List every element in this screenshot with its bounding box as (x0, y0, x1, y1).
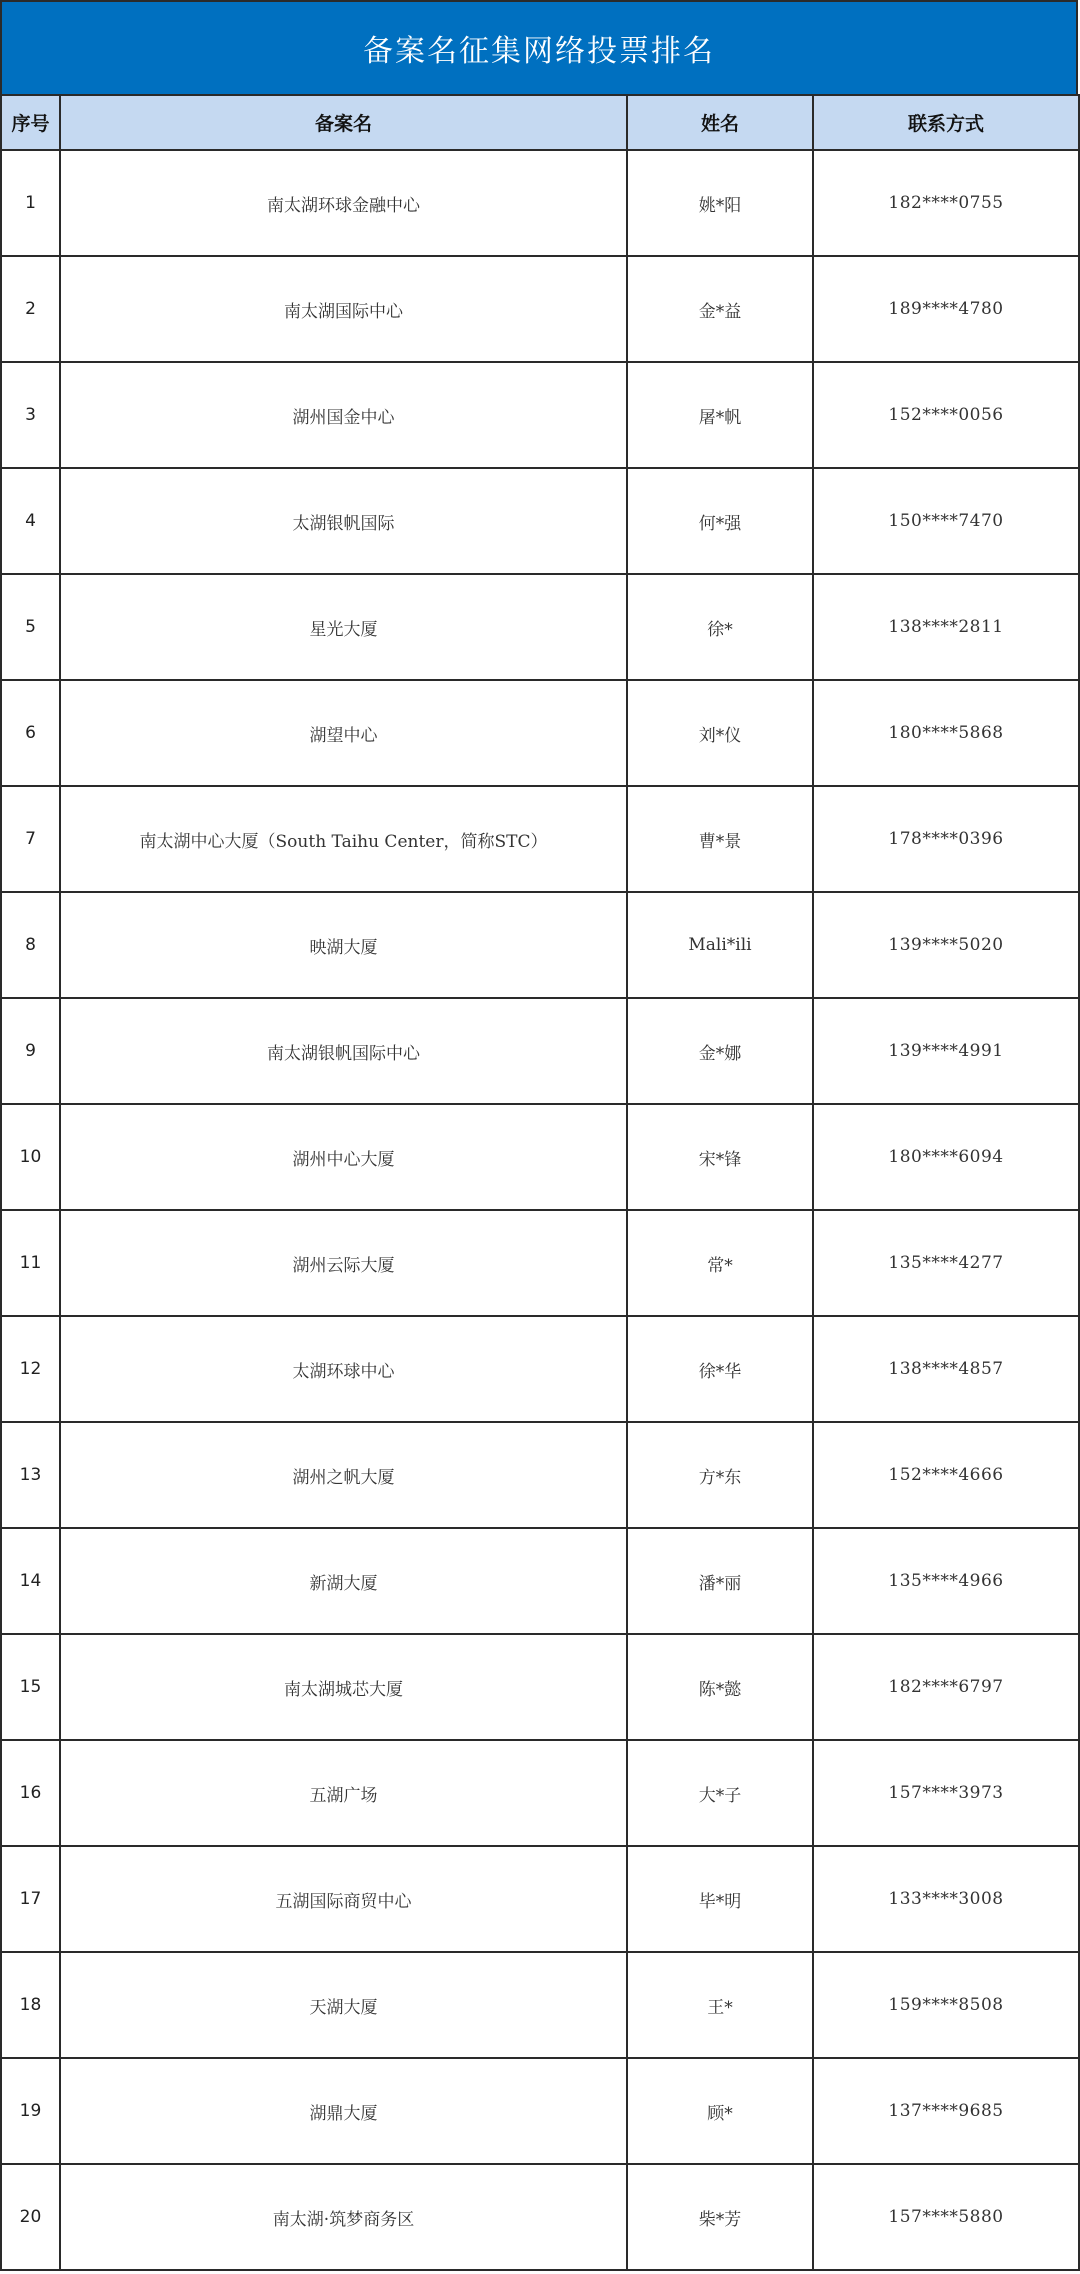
cell-name: 南太湖国际中心 (60, 256, 627, 362)
cell-contact: 180****6094 (813, 1104, 1079, 1210)
column-header-person: 姓名 (627, 95, 813, 150)
cell-index: 6 (1, 680, 60, 786)
cell-name: 南太湖·筑梦商务区 (60, 2164, 627, 2270)
cell-index: 7 (1, 786, 60, 892)
cell-index: 17 (1, 1846, 60, 1952)
cell-person: 陈*懿 (627, 1634, 813, 1740)
cell-name: 湖州中心大厦 (60, 1104, 627, 1210)
cell-index: 1 (1, 150, 60, 256)
table-row (1, 1846, 1079, 1952)
cell-contact: 178****0396 (813, 786, 1079, 892)
cell-name: 湖望中心 (60, 680, 627, 786)
cell-name: 太湖环球中心 (60, 1316, 627, 1422)
cell-contact: 152****4666 (813, 1422, 1079, 1528)
cell-contact: 139****5020 (813, 892, 1079, 998)
cell-person: 大*子 (627, 1740, 813, 1846)
cell-person: 宋*锋 (627, 1104, 813, 1210)
table-row (1, 786, 1079, 892)
cell-contact: 135****4966 (813, 1528, 1079, 1634)
table-row (1, 256, 1079, 362)
table-row (1, 362, 1079, 468)
cell-name: 南太湖城芯大厦 (60, 1634, 627, 1740)
cell-index: 9 (1, 998, 60, 1104)
cell-index: 11 (1, 1210, 60, 1316)
cell-index: 14 (1, 1528, 60, 1634)
table-row (1, 1316, 1079, 1422)
column-header-name: 备案名 (60, 95, 627, 150)
cell-name: 湖州国金中心 (60, 362, 627, 468)
table-row (1, 574, 1079, 680)
cell-contact: 139****4991 (813, 998, 1079, 1104)
cell-contact: 182****6797 (813, 1634, 1079, 1740)
cell-person: 柴*芳 (627, 2164, 813, 2270)
cell-contact: 138****2811 (813, 574, 1079, 680)
table-row (1, 2058, 1079, 2164)
cell-index: 18 (1, 1952, 60, 2058)
cell-index: 10 (1, 1104, 60, 1210)
table-row (1, 1634, 1079, 1740)
cell-person: Mali*ili (627, 892, 813, 998)
cell-person: 王* (627, 1952, 813, 2058)
column-header-index: 序号 (1, 95, 60, 150)
table-header (1, 95, 1079, 150)
table-body (1, 150, 1079, 2270)
cell-contact: 138****4857 (813, 1316, 1079, 1422)
cell-name: 五湖国际商贸中心 (60, 1846, 627, 1952)
cell-name: 湖州云际大厦 (60, 1210, 627, 1316)
cell-person: 方*东 (627, 1422, 813, 1528)
cell-index: 4 (1, 468, 60, 574)
cell-contact: 157****5880 (813, 2164, 1079, 2270)
cell-contact: 182****0755 (813, 150, 1079, 256)
cell-name: 星光大厦 (60, 574, 627, 680)
cell-name: 五湖广场 (60, 1740, 627, 1846)
cell-person: 徐*华 (627, 1316, 813, 1422)
cell-person: 屠*帆 (627, 362, 813, 468)
cell-person: 金*娜 (627, 998, 813, 1104)
cell-name: 映湖大厦 (60, 892, 627, 998)
cell-contact: 135****4277 (813, 1210, 1079, 1316)
table-row (1, 1952, 1079, 2058)
cell-index: 19 (1, 2058, 60, 2164)
cell-index: 8 (1, 892, 60, 998)
cell-contact: 152****0056 (813, 362, 1079, 468)
table-row (1, 1210, 1079, 1316)
table-row (1, 150, 1079, 256)
cell-index: 5 (1, 574, 60, 680)
cell-person: 姚*阳 (627, 150, 813, 256)
ranking-table (0, 94, 1080, 2271)
cell-contact: 189****4780 (813, 256, 1079, 362)
cell-index: 3 (1, 362, 60, 468)
cell-contact: 137****9685 (813, 2058, 1079, 2164)
cell-person: 曹*景 (627, 786, 813, 892)
cell-person: 何*强 (627, 468, 813, 574)
table-row (1, 1104, 1079, 1210)
cell-contact: 159****8508 (813, 1952, 1079, 2058)
table-row (1, 1740, 1079, 1846)
table-row (1, 2164, 1079, 2270)
cell-index: 2 (1, 256, 60, 362)
cell-index: 13 (1, 1422, 60, 1528)
cell-contact: 150****7470 (813, 468, 1079, 574)
cell-index: 20 (1, 2164, 60, 2270)
cell-index: 16 (1, 1740, 60, 1846)
cell-name: 新湖大厦 (60, 1528, 627, 1634)
table-row (1, 998, 1079, 1104)
cell-person: 金*益 (627, 256, 813, 362)
cell-contact: 133****3008 (813, 1846, 1079, 1952)
cell-person: 毕*明 (627, 1846, 813, 1952)
cell-index: 12 (1, 1316, 60, 1422)
cell-contact: 180****5868 (813, 680, 1079, 786)
table-row (1, 1528, 1079, 1634)
table-row (1, 680, 1079, 786)
cell-index: 15 (1, 1634, 60, 1740)
cell-person: 常* (627, 1210, 813, 1316)
column-header-contact: 联系方式 (813, 95, 1079, 150)
cell-person: 潘*丽 (627, 1528, 813, 1634)
title-bar (0, 0, 1078, 94)
cell-name: 南太湖环球金融中心 (60, 150, 627, 256)
cell-name: 太湖银帆国际 (60, 468, 627, 574)
cell-contact: 157****3973 (813, 1740, 1079, 1846)
cell-name: 南太湖中心大厦（South Taihu Center，简称STC） (60, 786, 627, 892)
table-row (1, 1422, 1079, 1528)
cell-name: 湖州之帆大厦 (60, 1422, 627, 1528)
table-row (1, 468, 1079, 574)
cell-name: 天湖大厦 (60, 1952, 627, 2058)
cell-name: 湖鼎大厦 (60, 2058, 627, 2164)
cell-person: 徐* (627, 574, 813, 680)
cell-person: 顾* (627, 2058, 813, 2164)
page-title: 备案名征集网络投票排名 (363, 34, 715, 69)
table-row (1, 892, 1079, 998)
cell-person: 刘*仪 (627, 680, 813, 786)
header-row (1, 95, 1079, 150)
cell-name: 南太湖银帆国际中心 (60, 998, 627, 1104)
